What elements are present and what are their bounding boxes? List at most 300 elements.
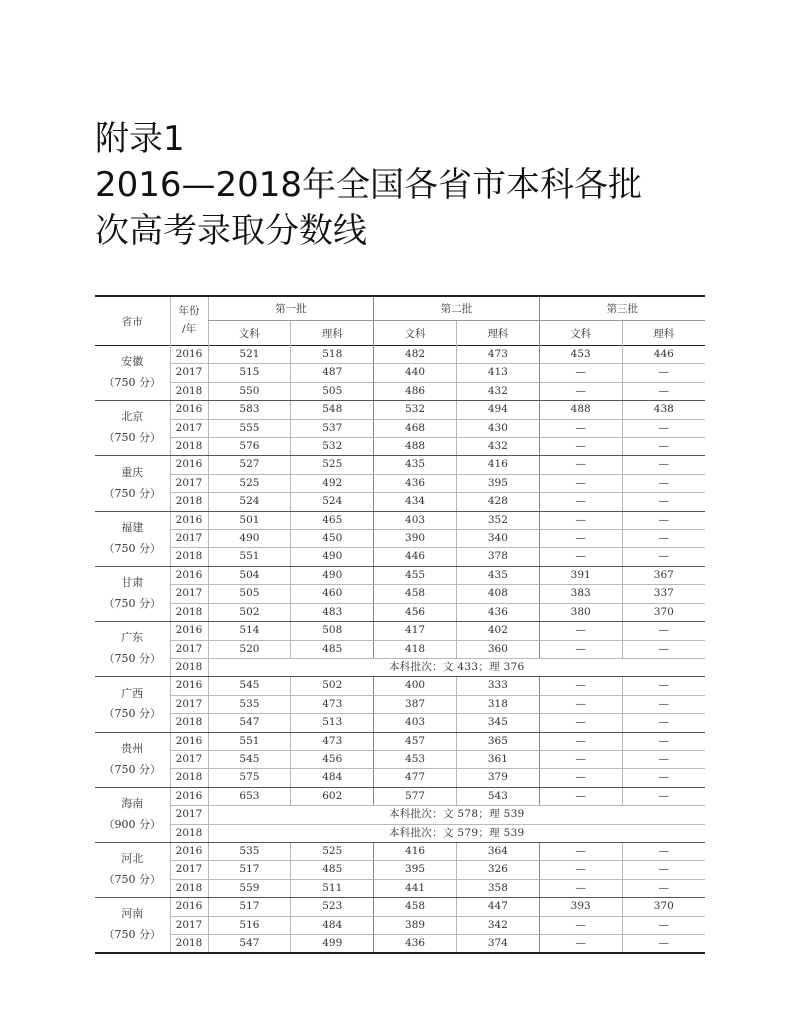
year-cell: 2018	[170, 438, 208, 456]
score-cell: 358	[456, 879, 539, 897]
score-cell: 518	[291, 346, 374, 364]
score-cell: 602	[291, 787, 374, 805]
score-cell: 516	[208, 916, 291, 934]
score-cell: —	[622, 548, 705, 566]
province-total-score: （750 分）	[103, 762, 161, 776]
batch2-header: 第二批	[374, 296, 540, 321]
score-cell: —	[539, 732, 622, 750]
table-row	[95, 750, 705, 768]
batch1-science-header: 理科	[291, 321, 374, 346]
score-cell: 434	[374, 493, 457, 511]
score-cell: 559	[208, 879, 291, 897]
score-cell: 387	[374, 695, 457, 713]
score-cell: 547	[208, 714, 291, 732]
score-cell: 515	[208, 364, 291, 382]
score-cell: —	[539, 861, 622, 879]
page-title-line-1: 2016—2018年全国各省市本科各批	[95, 165, 643, 205]
batch2-science-header: 理科	[456, 321, 539, 346]
score-cell: 511	[291, 879, 374, 897]
score-cell: 370	[622, 898, 705, 916]
year-cell: 2018	[170, 714, 208, 732]
score-cell: 537	[291, 419, 374, 437]
year-cell: 2018	[170, 879, 208, 897]
year-cell: 2016	[170, 456, 208, 474]
score-cell: 532	[291, 438, 374, 456]
score-cell: 402	[456, 622, 539, 640]
score-cell: 436	[456, 603, 539, 621]
score-cell: 455	[374, 566, 457, 584]
score-cell: 435	[456, 566, 539, 584]
province-name: 福建	[121, 520, 144, 534]
score-cell: 333	[456, 677, 539, 695]
score-cell: —	[622, 861, 705, 879]
score-cell: 545	[208, 750, 291, 768]
score-cell: —	[539, 787, 622, 805]
province-total-score: （750 分）	[103, 486, 161, 500]
province-cell	[95, 622, 170, 677]
table-row	[95, 493, 705, 511]
score-cell: 436	[374, 935, 457, 954]
score-cell: —	[539, 769, 622, 787]
table-row	[95, 658, 705, 676]
score-cell: 447	[456, 898, 539, 916]
table-row	[95, 419, 705, 437]
year-cell: 2016	[170, 842, 208, 860]
year-cell: 2018	[170, 935, 208, 954]
score-cell: 367	[622, 566, 705, 584]
score-cell: 473	[291, 732, 374, 750]
score-cell: —	[622, 456, 705, 474]
score-cell: 457	[374, 732, 457, 750]
score-cell: 468	[374, 419, 457, 437]
score-cell: —	[622, 640, 705, 658]
score-cell: 389	[374, 916, 457, 934]
score-cell: —	[622, 695, 705, 713]
score-cell: 379	[456, 769, 539, 787]
table-body	[95, 346, 705, 954]
score-cell: —	[622, 787, 705, 805]
year-cell: 2016	[170, 677, 208, 695]
year-cell: 2016	[170, 622, 208, 640]
page-title-line-2: 次高考录取分数线	[95, 211, 367, 251]
province-total-score: （750 分）	[103, 596, 161, 610]
year-cell: 2018	[170, 548, 208, 566]
province-name: 重庆	[121, 465, 144, 479]
table-row	[95, 548, 705, 566]
score-cell: —	[622, 677, 705, 695]
score-cell: 318	[456, 695, 539, 713]
score-cell: 504	[208, 566, 291, 584]
score-cell: —	[539, 622, 622, 640]
year-cell: 2017	[170, 806, 208, 824]
score-cell: —	[622, 879, 705, 897]
province-cell	[95, 898, 170, 954]
score-cell: 400	[374, 677, 457, 695]
score-cell: 499	[291, 935, 374, 954]
score-cell: 380	[539, 603, 622, 621]
year-cell: 2016	[170, 511, 208, 529]
score-cell: 583	[208, 401, 291, 419]
score-cell: 535	[208, 695, 291, 713]
score-cell: 576	[208, 438, 291, 456]
score-cell: 326	[456, 861, 539, 879]
score-cell: 521	[208, 346, 291, 364]
score-cell: 391	[539, 566, 622, 584]
year-cell: 2017	[170, 585, 208, 603]
score-cell: 525	[208, 474, 291, 492]
province-cell	[95, 732, 170, 787]
score-cell: 524	[291, 493, 374, 511]
batch3-science-header: 理科	[622, 321, 705, 346]
table-row	[95, 622, 705, 640]
score-cell: 502	[291, 677, 374, 695]
score-cell: —	[539, 879, 622, 897]
table-row	[95, 935, 705, 954]
year-header	[170, 296, 208, 346]
score-cell: 485	[291, 640, 374, 658]
year-cell: 2017	[170, 640, 208, 658]
score-cell: 395	[374, 861, 457, 879]
table-row	[95, 566, 705, 584]
score-cell: 513	[291, 714, 374, 732]
year-cell: 2018	[170, 382, 208, 400]
year-cell: 2017	[170, 695, 208, 713]
table-row	[95, 806, 705, 824]
batch1-header: 第一批	[208, 296, 374, 321]
score-cell: —	[539, 640, 622, 658]
score-cell: 488	[539, 401, 622, 419]
year-cell: 2018	[170, 603, 208, 621]
year-cell: 2017	[170, 916, 208, 934]
province-total-score: （900 分）	[103, 817, 161, 831]
province-name: 北京	[121, 410, 144, 424]
score-cell: 383	[539, 585, 622, 603]
batch1-arts-header: 文科	[208, 321, 291, 346]
year-cell: 2017	[170, 530, 208, 548]
score-cell: —	[539, 842, 622, 860]
score-cell: —	[539, 456, 622, 474]
year-cell: 2018	[170, 769, 208, 787]
score-cell: —	[622, 750, 705, 768]
score-cell: 555	[208, 419, 291, 437]
score-cell: 514	[208, 622, 291, 640]
score-cell: 517	[208, 898, 291, 916]
score-cell: 508	[291, 622, 374, 640]
score-cell: 502	[208, 603, 291, 621]
table-row	[95, 677, 705, 695]
score-cell: —	[622, 419, 705, 437]
year-cell: 2016	[170, 732, 208, 750]
score-cell: 436	[374, 474, 457, 492]
province-total-score: （750 分）	[103, 541, 161, 555]
score-cell: —	[539, 548, 622, 566]
score-cell: —	[539, 364, 622, 382]
score-cell: 550	[208, 382, 291, 400]
table-row	[95, 640, 705, 658]
table-row	[95, 382, 705, 400]
year-cell: 2016	[170, 787, 208, 805]
score-cell: 408	[456, 585, 539, 603]
score-cell: 450	[291, 530, 374, 548]
score-cell: —	[622, 714, 705, 732]
year-cell: 2017	[170, 419, 208, 437]
batch3-header: 第三批	[539, 296, 705, 321]
score-cell: 403	[374, 511, 457, 529]
score-cell: 492	[291, 474, 374, 492]
score-cell: 520	[208, 640, 291, 658]
table-header	[95, 296, 705, 346]
table-row	[95, 879, 705, 897]
score-cell: 505	[291, 382, 374, 400]
year-cell: 2018	[170, 658, 208, 676]
score-cell: 340	[456, 530, 539, 548]
score-cell: —	[539, 511, 622, 529]
score-cell: 365	[456, 732, 539, 750]
score-cell: —	[539, 750, 622, 768]
score-cell: 446	[622, 346, 705, 364]
score-cell: 403	[374, 714, 457, 732]
score-cell: —	[539, 474, 622, 492]
province-cell	[95, 787, 170, 842]
year-cell: 2018	[170, 824, 208, 842]
score-cell: —	[622, 530, 705, 548]
score-cell: 524	[208, 493, 291, 511]
batch3-arts-header: 文科	[539, 321, 622, 346]
score-cell: 490	[291, 566, 374, 584]
province-cell	[95, 511, 170, 566]
score-cell: 453	[374, 750, 457, 768]
score-cell: 577	[374, 787, 457, 805]
score-cell: 458	[374, 898, 457, 916]
year-cell: 2016	[170, 346, 208, 364]
score-cell: 490	[291, 548, 374, 566]
score-cell: —	[622, 474, 705, 492]
score-cell: 653	[208, 787, 291, 805]
province-total-score: （750 分）	[103, 707, 161, 721]
province-cell	[95, 566, 170, 621]
merged-batch-cell: 本科批次：文 433；理 376	[208, 658, 705, 676]
score-cell: 361	[456, 750, 539, 768]
score-cell: 484	[291, 769, 374, 787]
merged-batch-cell: 本科批次：文 578；理 539	[208, 806, 705, 824]
score-cell: 428	[456, 493, 539, 511]
table-row	[95, 456, 705, 474]
province-name: 广西	[121, 686, 144, 700]
score-cell: 352	[456, 511, 539, 529]
province-total-score: （750 分）	[103, 431, 161, 445]
table-row	[95, 511, 705, 529]
score-cell: —	[622, 382, 705, 400]
score-cell: 432	[456, 438, 539, 456]
score-cell: 532	[374, 401, 457, 419]
score-cell: 488	[374, 438, 457, 456]
score-cell: 527	[208, 456, 291, 474]
score-cell: —	[622, 935, 705, 954]
score-cell: 337	[622, 585, 705, 603]
score-cell: 418	[374, 640, 457, 658]
year-cell: 2017	[170, 364, 208, 382]
score-cell: 485	[291, 861, 374, 879]
score-cell: 416	[374, 842, 457, 860]
score-cell: —	[539, 916, 622, 934]
score-cell: —	[622, 364, 705, 382]
score-cell: —	[539, 382, 622, 400]
province-cell	[95, 401, 170, 456]
score-cell: 543	[456, 787, 539, 805]
score-cell: 438	[622, 401, 705, 419]
province-name: 广东	[121, 631, 144, 645]
year-cell: 2016	[170, 898, 208, 916]
province-total-score: （750 分）	[103, 873, 161, 887]
merged-batch-cell: 本科批次：文 579；理 539	[208, 824, 705, 842]
score-cell: —	[539, 935, 622, 954]
year-cell: 2017	[170, 750, 208, 768]
score-cell: —	[622, 493, 705, 511]
score-cell: 465	[291, 511, 374, 529]
score-cell: 551	[208, 732, 291, 750]
score-cell: —	[622, 622, 705, 640]
score-cell: 458	[374, 585, 457, 603]
score-cell: 393	[539, 898, 622, 916]
score-cell: —	[539, 714, 622, 732]
appendix-label: 附录1	[95, 119, 185, 159]
score-cell: 548	[291, 401, 374, 419]
province-name: 甘肃	[121, 576, 144, 590]
score-cell: 378	[456, 548, 539, 566]
score-cell: 473	[291, 695, 374, 713]
score-cell: 486	[374, 382, 457, 400]
table-row	[95, 842, 705, 860]
table-row	[95, 438, 705, 456]
table-row	[95, 346, 705, 364]
score-cell: 494	[456, 401, 539, 419]
score-cell: —	[622, 732, 705, 750]
score-cell: 364	[456, 842, 539, 860]
score-cell: 416	[456, 456, 539, 474]
province-cell	[95, 346, 170, 401]
score-cell: 456	[374, 603, 457, 621]
province-header: 省市	[121, 315, 143, 328]
score-cell: —	[622, 769, 705, 787]
score-cell: 551	[208, 548, 291, 566]
admission-scores-table	[95, 295, 705, 954]
province-name: 安徽	[121, 355, 144, 369]
score-cell: 545	[208, 677, 291, 695]
score-cell: 446	[374, 548, 457, 566]
score-cell: 345	[456, 714, 539, 732]
table-row	[95, 861, 705, 879]
score-cell: 523	[291, 898, 374, 916]
score-cell: 417	[374, 622, 457, 640]
score-cell: 525	[291, 842, 374, 860]
province-name: 海南	[121, 796, 144, 810]
year-cell: 2017	[170, 861, 208, 879]
province-cell	[95, 842, 170, 897]
province-cell	[95, 456, 170, 511]
score-cell: —	[622, 511, 705, 529]
score-cell: —	[539, 493, 622, 511]
score-cell: 525	[291, 456, 374, 474]
score-cell: —	[539, 438, 622, 456]
batch2-arts-header: 文科	[374, 321, 457, 346]
table-row	[95, 732, 705, 750]
year-header-line-1: 年份	[178, 305, 200, 318]
score-cell: —	[539, 677, 622, 695]
province-total-score: （750 分）	[103, 928, 161, 942]
score-cell: 453	[539, 346, 622, 364]
score-cell: 370	[622, 603, 705, 621]
score-cell: 473	[456, 346, 539, 364]
score-cell: 490	[208, 530, 291, 548]
score-cell: 430	[456, 419, 539, 437]
score-cell: 432	[456, 382, 539, 400]
score-cell: 395	[456, 474, 539, 492]
table-row	[95, 916, 705, 934]
table-row	[95, 401, 705, 419]
province-cell	[95, 677, 170, 732]
score-cell: 547	[208, 935, 291, 954]
year-cell: 2017	[170, 474, 208, 492]
table-row	[95, 898, 705, 916]
score-cell: —	[539, 419, 622, 437]
province-total-score: （750 分）	[103, 376, 161, 390]
score-cell: 360	[456, 640, 539, 658]
province-total-score: （750 分）	[103, 652, 161, 666]
score-cell: 440	[374, 364, 457, 382]
year-cell: 2016	[170, 401, 208, 419]
province-name: 河南	[121, 907, 144, 921]
score-cell: 482	[374, 346, 457, 364]
score-cell: 487	[291, 364, 374, 382]
score-cell: 575	[208, 769, 291, 787]
score-cell: 441	[374, 879, 457, 897]
score-cell: 477	[374, 769, 457, 787]
score-cell: 483	[291, 603, 374, 621]
table-row	[95, 530, 705, 548]
table-row	[95, 474, 705, 492]
year-header-line-2: /年	[181, 323, 197, 335]
table-row	[95, 769, 705, 787]
table-row	[95, 714, 705, 732]
table-row	[95, 364, 705, 382]
year-cell: 2016	[170, 566, 208, 584]
score-cell: —	[539, 530, 622, 548]
table-row	[95, 824, 705, 842]
score-cell: —	[539, 695, 622, 713]
score-cell: 501	[208, 511, 291, 529]
score-cell: 517	[208, 861, 291, 879]
score-cell: 374	[456, 935, 539, 954]
score-cell: —	[622, 916, 705, 934]
table-row	[95, 787, 705, 805]
score-cell: —	[622, 438, 705, 456]
score-cell: —	[622, 842, 705, 860]
score-cell: 435	[374, 456, 457, 474]
score-cell: 390	[374, 530, 457, 548]
score-cell: 456	[291, 750, 374, 768]
score-cell: 535	[208, 842, 291, 860]
score-cell: 460	[291, 585, 374, 603]
year-cell: 2018	[170, 493, 208, 511]
score-cell: 342	[456, 916, 539, 934]
province-name: 贵州	[121, 741, 144, 755]
table-row	[95, 695, 705, 713]
score-cell: 484	[291, 916, 374, 934]
score-cell: 505	[208, 585, 291, 603]
table-row	[95, 585, 705, 603]
score-cell: 413	[456, 364, 539, 382]
table-row	[95, 603, 705, 621]
